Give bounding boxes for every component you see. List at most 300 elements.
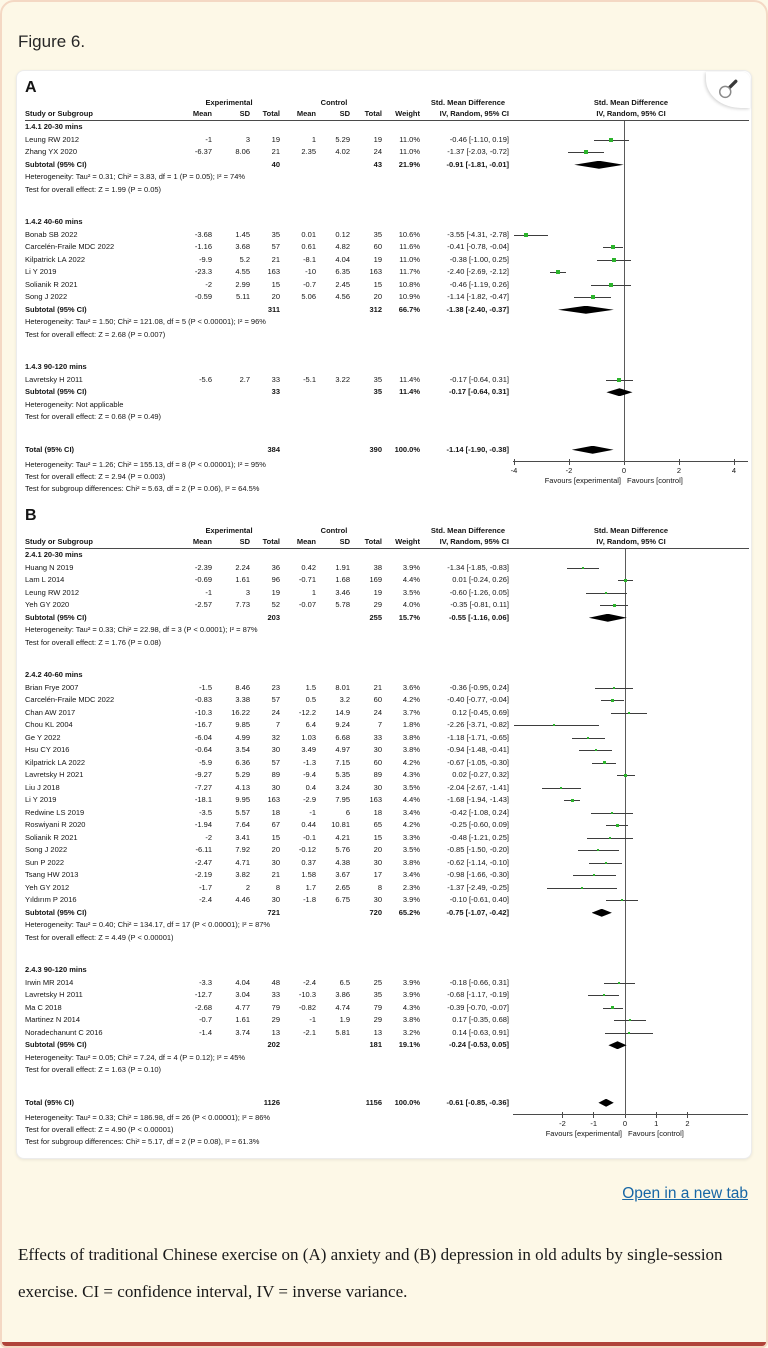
weight: 3.8% <box>402 745 420 754</box>
sd-exp: 4.55 <box>235 267 250 276</box>
weight: 100.0% <box>394 1097 420 1107</box>
total-exp: 40 <box>271 159 280 169</box>
study-row <box>25 769 749 782</box>
subgroup-header-row <box>25 216 749 229</box>
col-study-header: Study or Subgroup <box>25 109 93 118</box>
mean-ctrl: -5.1 <box>303 374 316 384</box>
total-ctrl: 163 <box>369 795 382 804</box>
weight: 4.2% <box>402 695 420 704</box>
mean-exp: -16.7 <box>194 720 212 729</box>
sd-exp: 3.54 <box>235 745 250 754</box>
smd-ci: -0.46 [-1.19, 0.26] <box>449 279 509 289</box>
axis-tick <box>656 1112 657 1118</box>
smd-ci: -2.04 [-2.67, -1.41] <box>447 782 509 792</box>
sd-exp: 3.38 <box>235 695 250 704</box>
pooled-diamond <box>558 306 614 314</box>
weight: 3.3% <box>402 832 420 842</box>
effect-marker <box>553 724 555 726</box>
effect-marker <box>524 233 528 237</box>
effect-marker <box>616 824 619 827</box>
total-exp: 33 <box>271 990 280 999</box>
sd-ctrl: 7.15 <box>335 757 350 767</box>
mean-ctrl: -12.2 <box>298 707 316 717</box>
total-ctrl: 19 <box>373 254 382 264</box>
study-name: Chou KL 2004 <box>25 720 73 729</box>
study-row <box>25 719 749 732</box>
total-ctrl: 33 <box>373 732 382 742</box>
overall-effect-text: Test for overall effect: Z = 1.63 (P = 0.10) <box>25 1065 162 1074</box>
stats-row <box>25 171 749 184</box>
study-name: Li Y 2019 <box>25 795 57 804</box>
study-plot <box>513 707 749 720</box>
smd-ci: -1.34 [-1.85, -0.83] <box>447 562 509 572</box>
smd-ci: -0.75 [-1.07, -0.42] <box>446 907 509 917</box>
weight: 3.5% <box>402 587 420 597</box>
total-ctrl: 60 <box>373 757 382 767</box>
mean-exp: -1.5 <box>199 682 212 692</box>
sd-exp: 4.71 <box>235 857 250 867</box>
mean-ctrl: -2.9 <box>303 795 316 804</box>
axis <box>510 459 749 493</box>
total-ctrl: 7 <box>377 720 382 729</box>
study-name: Song J 2022 <box>25 292 68 301</box>
subtotal-row <box>25 907 749 920</box>
total-ctrl: 65 <box>373 820 382 829</box>
col-header: SD <box>239 109 250 118</box>
mean-ctrl: -0.71 <box>298 575 316 584</box>
forest-panel-b <box>25 507 749 1148</box>
study-name: Lavretsky H 2021 <box>25 770 84 779</box>
total-exp: 20 <box>271 845 280 854</box>
weight: 11.6% <box>399 242 420 251</box>
smd-ci: 0.02 [-0.27, 0.32] <box>452 770 509 779</box>
pooled-diamond <box>598 1099 613 1107</box>
sd-exp: 1.45 <box>235 229 250 239</box>
mean-exp: -2.57 <box>194 600 212 609</box>
weight: 3.7% <box>402 707 420 717</box>
plot-rows <box>25 121 749 456</box>
sd-ctrl: 6.5 <box>339 977 350 987</box>
total-exp: 67 <box>271 820 280 829</box>
smd-ci: -0.25 [-0.60, 0.09] <box>449 820 509 829</box>
heterogeneity-text: Heterogeneity: Tau² = 0.05; Chi² = 7.24, df = 4 (P = 0.12); I² = 45% <box>25 1052 246 1062</box>
panel-footer <box>25 1112 749 1148</box>
smd-ci: -0.68 [-1.17, -0.19] <box>447 990 509 999</box>
total-ctrl: 29 <box>373 600 382 609</box>
total-exp: 21 <box>271 254 280 264</box>
study-name: Ma C 2018 <box>25 1002 62 1012</box>
total-exp: 721 <box>267 907 280 917</box>
pooled-diamond <box>574 161 624 169</box>
total-exp: 19 <box>271 587 280 597</box>
mean-ctrl: -10.3 <box>298 990 316 999</box>
study-row <box>25 562 749 575</box>
smd-ci: -0.61 [-0.85, -0.36] <box>446 1097 509 1107</box>
sd-ctrl: 5.81 <box>335 1027 350 1037</box>
total-exp: 89 <box>271 770 280 779</box>
panel-footer <box>25 459 749 495</box>
total-exp: 30 <box>271 745 280 754</box>
study-row <box>25 1002 749 1015</box>
study-plot <box>513 266 749 279</box>
pooled-label: Total (95% CI) <box>25 1097 75 1107</box>
study-name: Irwin MR 2014 <box>25 977 74 987</box>
overall-effect-text: Test for overall effect: Z = 1.76 (P = 0.08) <box>25 637 162 647</box>
total-ctrl: 43 <box>373 159 382 169</box>
total-exp: 18 <box>271 807 280 817</box>
study-row <box>25 732 749 745</box>
weight: 3.8% <box>402 857 420 867</box>
mean-ctrl: 0.37 <box>301 857 316 867</box>
study-name: Leung RW 2012 <box>25 587 80 597</box>
smd-ci: -0.46 [-1.10, 0.19] <box>449 134 509 144</box>
subgroup-name: 1.4.2 40-60 mins <box>25 217 83 226</box>
study-name: Lavretsky H 2011 <box>25 374 83 384</box>
study-plot <box>513 682 749 695</box>
weight: 11.0% <box>399 147 420 156</box>
favours-control-label: Favours [control] <box>628 1129 684 1138</box>
total-exp: 35 <box>271 229 280 239</box>
smd-ci: -1.37 [-2.49, -0.25] <box>447 882 509 892</box>
sd-ctrl: 5.76 <box>335 845 350 854</box>
axis-tick-label: 2 <box>685 1119 690 1128</box>
smd-ci: 0.17 [-0.35, 0.68] <box>452 1015 509 1024</box>
total-exp: 57 <box>271 757 280 767</box>
heterogeneity-text: Heterogeneity: Tau² = 0.33; Chi² = 186.98, df = 26 (P < 0.00001); I² = 86% <box>25 1113 271 1122</box>
total-exp: 202 <box>267 1040 280 1049</box>
pooled-label: Subtotal (95% CI) <box>25 304 87 314</box>
study-name: Carcelén-Fraile MDC 2022 <box>25 695 115 704</box>
sd-exp: 4.13 <box>235 782 250 792</box>
mean-ctrl: -2.1 <box>303 1027 316 1037</box>
total-ctrl: 35 <box>373 229 382 239</box>
study-name: Kilpatrick LA 2022 <box>25 254 86 264</box>
effect-marker <box>556 270 560 274</box>
study-row <box>25 869 749 882</box>
total-exp: 30 <box>271 782 280 792</box>
study-row <box>25 1014 749 1027</box>
weight: 3.8% <box>402 1015 420 1024</box>
total-exp: 48 <box>271 977 280 987</box>
smd-ci: 0.14 [-0.63, 0.91] <box>452 1027 509 1037</box>
study-row <box>25 374 749 387</box>
study-plot <box>513 769 749 782</box>
mean-ctrl: 1.7 <box>305 882 316 892</box>
study-name: Chan AW 2017 <box>25 707 76 717</box>
header-row <box>25 525 749 536</box>
weight: 4.4% <box>402 795 420 804</box>
smd-ci: -0.42 [-1.08, 0.24] <box>449 807 509 817</box>
weight: 21.9% <box>398 159 420 169</box>
total-ctrl: 312 <box>369 304 382 314</box>
weight: 11.0% <box>399 134 420 144</box>
col-header: Total <box>262 109 280 118</box>
study-name: Redwine LS 2019 <box>25 807 85 817</box>
study-row <box>25 832 749 845</box>
total-exp: 203 <box>267 612 280 622</box>
study-name: Hsu CY 2016 <box>25 745 70 754</box>
study-plot <box>513 782 749 795</box>
effect-marker <box>624 774 627 777</box>
total-ctrl: 20 <box>373 845 382 854</box>
header-row <box>25 97 749 108</box>
effect-marker <box>609 837 611 839</box>
footer-stats <box>25 1112 513 1148</box>
mean-exp: -6.11 <box>195 845 212 854</box>
total-exp: 20 <box>271 292 280 301</box>
total-ctrl: 60 <box>373 242 382 251</box>
ci-line <box>514 235 548 236</box>
total-ctrl: 17 <box>373 870 382 879</box>
sd-ctrl: 4.04 <box>335 254 350 264</box>
subgroup-diff-text: Test for subgroup differences: Chi² = 5.17, df = 2 (P = 0.08), I² = 61.3% <box>25 1137 260 1146</box>
pooled-plot <box>513 907 749 920</box>
sd-ctrl: 5.78 <box>335 600 350 609</box>
study-row <box>25 134 749 147</box>
ci-line <box>514 725 599 726</box>
sd-exp: 6.36 <box>235 757 250 767</box>
study-row <box>25 146 749 159</box>
heterogeneity-text: Heterogeneity: Tau² = 0.31; Chi² = 3.83, df = 1 (P = 0.05); I² = 74% <box>25 172 246 181</box>
effect-marker <box>613 604 616 607</box>
spacer <box>25 944 749 964</box>
total-row <box>25 444 749 457</box>
total-exp: 15 <box>271 832 280 842</box>
weight: 3.5% <box>402 845 420 854</box>
sd-ctrl: 1.91 <box>335 562 350 572</box>
sd-exp: 4.99 <box>235 732 250 742</box>
sd-ctrl: 3.46 <box>335 587 350 597</box>
col-study-header: Study or Subgroup <box>25 537 93 546</box>
weight: 3.4% <box>402 870 420 879</box>
study-plot <box>513 857 749 870</box>
axis-tick <box>562 1112 563 1118</box>
study-plot <box>513 694 749 707</box>
favours-control-label: Favours [control] <box>627 476 683 485</box>
total-ctrl: 35 <box>373 374 382 384</box>
effect-marker <box>571 799 574 802</box>
mean-exp: -12.7 <box>194 990 212 999</box>
total-exp: 96 <box>271 575 280 584</box>
axis-tick <box>679 459 680 465</box>
overall-effect-text: Test for overall effect: Z = 2.94 (P = 0.003) <box>25 472 166 481</box>
col-header: Weight <box>395 109 420 118</box>
study-name: Yeh GY 2012 <box>25 882 70 892</box>
study-row <box>25 894 749 907</box>
study-name: Tsang HW 2013 <box>25 870 79 879</box>
sd-exp: 16.22 <box>231 707 250 717</box>
total-ctrl: 169 <box>369 575 382 584</box>
mean-ctrl: 3.49 <box>301 745 316 754</box>
sd-ctrl: 6.68 <box>335 732 350 742</box>
study-plot <box>513 832 749 845</box>
total-exp: 8 <box>275 882 280 892</box>
stats-row <box>25 919 749 932</box>
smd-ci: 0.12 [-0.45, 0.69] <box>452 707 509 717</box>
study-row <box>25 229 749 242</box>
sd-exp: 5.29 <box>235 770 250 779</box>
sd-ctrl: 14.9 <box>335 707 350 717</box>
heterogeneity-text: Heterogeneity: Not applicable <box>25 399 124 409</box>
smd-ci: -0.91 [-1.81, -0.01] <box>446 159 509 169</box>
study-name: Solianik R 2021 <box>25 832 78 842</box>
smd-ci: -0.98 [-1.66, -0.30] <box>447 870 509 879</box>
sd-exp: 3 <box>245 587 250 597</box>
total-ctrl: 30 <box>373 857 382 867</box>
effect-marker <box>560 787 562 789</box>
subgroup-name: 1.4.1 20-30 mins <box>25 122 83 131</box>
favours-experimental-label: Favours [experimental] <box>544 476 621 485</box>
sd-ctrl: 0.12 <box>335 229 350 239</box>
stats-row <box>25 316 749 329</box>
total-ctrl: 79 <box>373 1002 382 1012</box>
subtotal-row <box>25 612 749 625</box>
mean-exp: -0.83 <box>194 695 212 704</box>
effect-marker <box>611 812 613 814</box>
study-plot <box>513 894 749 907</box>
total-exp: 57 <box>271 242 280 251</box>
overall-effect-text: Test for overall effect: Z = 2.68 (P = 0.007) <box>25 329 166 339</box>
total-exp: 52 <box>271 600 280 609</box>
study-plot <box>513 757 749 770</box>
pooled-plot <box>513 386 749 399</box>
forest-panel-a <box>25 79 749 495</box>
overall-effect-text: Test for overall effect: Z = 0.68 (P = 0.49) <box>25 412 162 421</box>
effect-marker <box>582 567 584 569</box>
sd-exp: 2.24 <box>235 562 250 572</box>
smd-ci: -0.40 [-0.77, -0.04] <box>447 695 509 704</box>
study-row <box>25 807 749 820</box>
smd-ci: -1.14 [-1.82, -0.47] <box>447 292 509 301</box>
smd-ci: -0.60 [-1.26, 0.05] <box>449 587 509 597</box>
study-name: Carcelén-Fraile MDC 2022 <box>25 242 115 251</box>
weight: 3.9% <box>402 895 420 904</box>
mean-exp: -6.37 <box>194 147 212 156</box>
sd-exp: 8.46 <box>235 682 250 692</box>
sd-exp: 1.61 <box>235 1015 250 1024</box>
smd-ci: -3.55 [-4.31, -2.78] <box>447 229 509 239</box>
total-ctrl: 29 <box>373 1015 382 1024</box>
mean-ctrl: -10 <box>305 267 316 276</box>
weight: 11.7% <box>399 267 420 276</box>
col-method-plot-header: IV, Random, 95% CI <box>596 537 666 546</box>
axis-tick <box>569 459 570 465</box>
study-plot <box>513 562 749 575</box>
sd-ctrl: 4.74 <box>335 1002 350 1012</box>
smd-ci: -1.68 [-1.94, -1.43] <box>447 795 509 804</box>
subgroup-header-row <box>25 361 749 374</box>
mean-ctrl: 2.35 <box>301 147 316 156</box>
smd-ci: -0.36 [-0.95, 0.24] <box>449 682 509 692</box>
effect-marker <box>603 761 606 764</box>
study-plot <box>513 869 749 882</box>
total-ctrl: 21 <box>373 682 382 692</box>
total-exp: 7 <box>275 720 280 729</box>
study-row <box>25 757 749 770</box>
mean-ctrl: 0.61 <box>301 242 316 251</box>
weight: 11.4% <box>399 387 420 396</box>
total-exp: 163 <box>267 795 280 804</box>
figure-image[interactable] <box>16 70 752 1159</box>
axis-tick-label: 4 <box>731 466 737 475</box>
weight: 10.9% <box>398 292 420 301</box>
smd-ci: -1.18 [-1.71, -0.65] <box>447 732 509 742</box>
col-header: Weight <box>395 537 420 546</box>
total-ctrl: 15 <box>373 832 382 842</box>
sd-exp: 3 <box>245 134 250 144</box>
mean-ctrl: 1.58 <box>301 870 316 879</box>
sd-exp: 8.06 <box>235 147 250 156</box>
forest-plots <box>25 79 743 1148</box>
weight: 3.4% <box>402 807 420 817</box>
pooled-label: Total (95% CI) <box>25 444 75 454</box>
study-row <box>25 266 749 279</box>
stats-row <box>25 1052 749 1065</box>
study-plot <box>513 744 749 757</box>
column-headers <box>25 97 749 121</box>
sd-ctrl: 4.21 <box>335 832 350 842</box>
study-name: Brian Frye 2007 <box>25 682 79 692</box>
study-plot <box>513 882 749 895</box>
sd-exp: 3.04 <box>235 990 250 999</box>
total-ctrl: 15 <box>373 279 382 289</box>
pooled-diamond <box>608 1041 626 1049</box>
axis-tick-label: 0 <box>621 466 627 475</box>
stats-row <box>25 399 749 412</box>
sd-ctrl: 3.86 <box>335 990 350 999</box>
study-plot <box>513 587 749 600</box>
smd-ci: -0.41 [-0.78, -0.04] <box>447 242 509 251</box>
study-name: Liu J 2018 <box>25 782 60 792</box>
study-row <box>25 254 749 267</box>
total-ctrl: 1156 <box>365 1097 382 1107</box>
col-header: Mean <box>296 109 316 118</box>
total-ctrl: 8 <box>377 882 382 892</box>
mean-ctrl: -1 <box>309 1015 316 1024</box>
sd-exp: 3.68 <box>235 242 250 251</box>
heterogeneity-text: Heterogeneity: Tau² = 1.26; Chi² = 155.13, df = 8 (P < 0.00001); I² = 95% <box>25 460 266 469</box>
stats-row <box>25 932 749 945</box>
smd-ci: -0.67 [-1.05, -0.30] <box>447 757 509 767</box>
mean-exp: -2.4 <box>199 895 212 904</box>
total-exp: 32 <box>271 732 280 742</box>
sd-ctrl: 4.38 <box>335 857 350 867</box>
panel-label: B <box>25 507 37 524</box>
open-new-tab-link[interactable]: Open in a new tab <box>622 1185 748 1202</box>
pooled-diamond <box>592 909 612 917</box>
sd-ctrl: 2.45 <box>335 279 350 289</box>
column-headers <box>25 525 749 549</box>
total-exp: 30 <box>271 895 280 904</box>
total-ctrl: 60 <box>373 695 382 704</box>
exp-group-header: Experimental <box>205 98 253 107</box>
col-header: SD <box>339 109 350 118</box>
study-name: Lavretsky H 2011 <box>25 990 83 999</box>
smd-ci: -1.38 [-2.40, -0.37] <box>446 304 509 314</box>
study-name: Solianik R 2021 <box>25 279 78 289</box>
sd-exp: 3.82 <box>235 870 250 879</box>
effect-marker <box>609 283 613 287</box>
sd-ctrl: 6.35 <box>335 267 350 276</box>
mean-exp: -6.04 <box>194 732 212 742</box>
effect-marker <box>587 737 589 739</box>
weight: 4.3% <box>402 770 420 779</box>
total-ctrl: 390 <box>369 444 382 454</box>
mean-exp: -2.39 <box>194 562 212 572</box>
sd-ctrl: 4.97 <box>335 745 350 754</box>
bottom-strip <box>2 1342 766 1346</box>
mean-exp: -1.94 <box>194 820 212 829</box>
